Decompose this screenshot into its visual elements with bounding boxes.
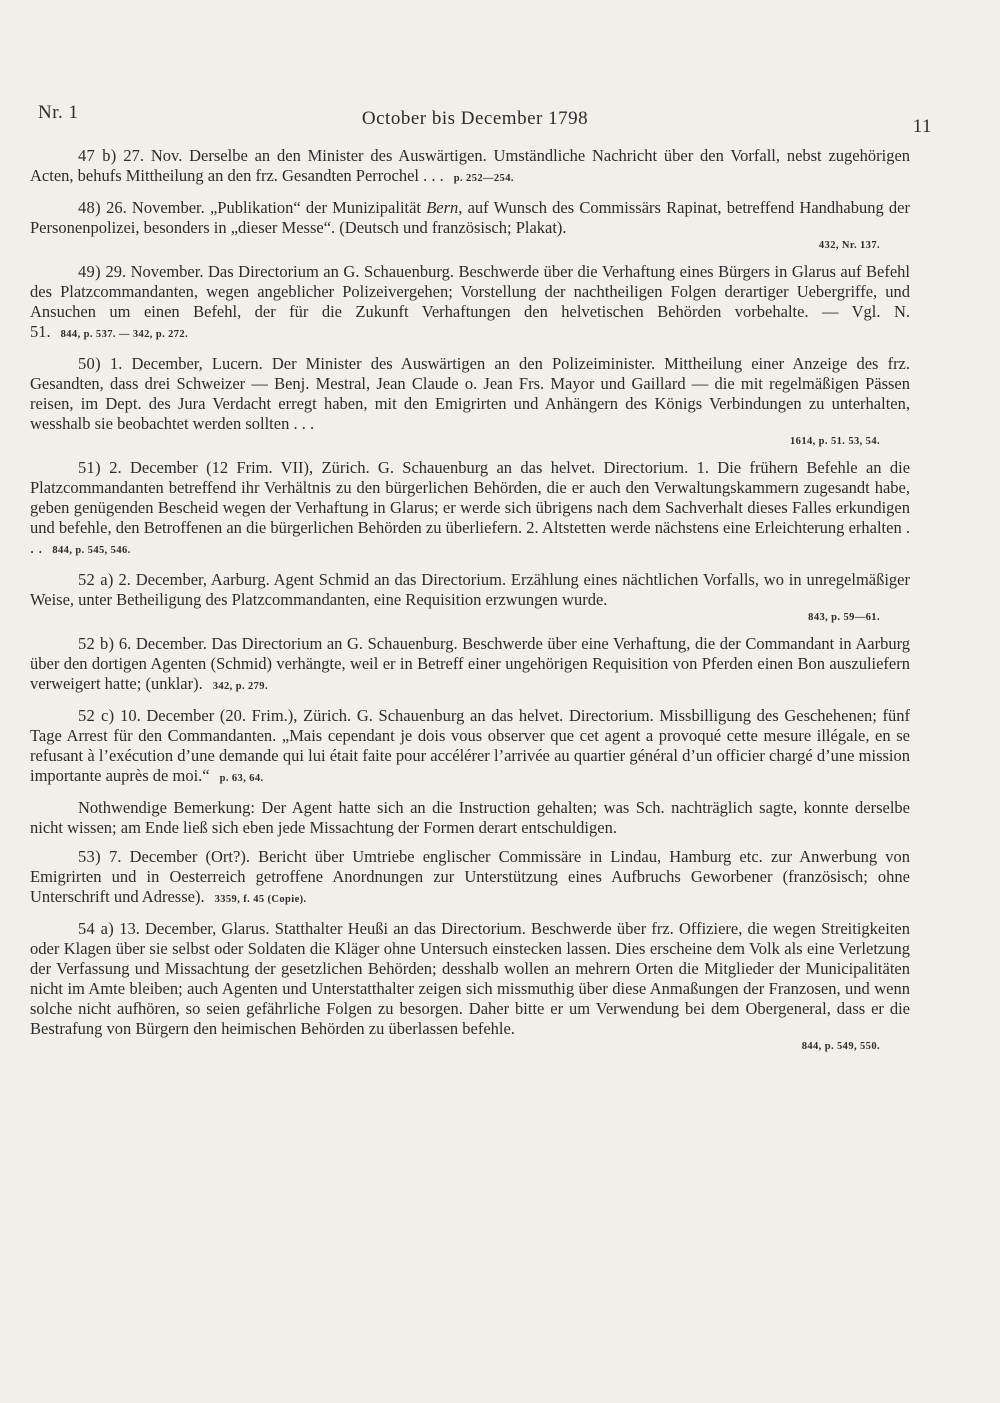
entry-number: 52 b) xyxy=(78,634,115,653)
entry-54a xyxy=(30,919,910,1054)
entry-text: 7. December (Ort?). Bericht über Umtriebe englischer Commissäre in Lindau, Hamburg etc. zur Anwerbung von Emigrirten und in Oesterreich getroffene Anordnungen zur Unterstützung eines Aufbruchs Geworbener (französisch; ohne Unterschrift und Adresse). xyxy=(30,847,911,906)
archive-reference: 844, p. 537. — 342, p. 272. xyxy=(60,329,189,340)
entry-number: 47 b) xyxy=(78,146,117,165)
archive-reference: 342, p. 279. xyxy=(212,681,268,692)
archive-reference: 844, p. 545, 546. xyxy=(52,545,131,556)
entry-50 xyxy=(30,354,910,449)
note-text: Nothwendige Bemerkung: Der Agent hatte sich an die Instruction gehalten; was Sch. nachträglich sagte, konnte derselbe nicht wissen; am Ende ließ sich eben jede Missachtung der Formen derart entschuldigen. xyxy=(30,798,910,837)
entry-51 xyxy=(30,458,910,561)
entry-number: 54 a) xyxy=(78,919,114,938)
entry-text: 29. November. Das Directorium an G. Schauenburg. Beschwerde über die Verhaftung eines Bürgers in Glarus auf Befehl des Platzcommandanten, wegen angeblicher Polizeivergehen; Vorstellung der nachtheiligen Folgen derartiger Uebergriffe, und Ansuchen um einen Befehl, der für die Zukunft Verhaftungen den helvetischen Behörden vorbehalte. — Vgl. N. 51. xyxy=(30,262,911,341)
archive-reference: p. 63, 64. xyxy=(219,773,264,784)
entry-text: 26. November. „Publikation“ der Munizipalität xyxy=(106,198,427,217)
entry-number: 49) xyxy=(78,262,101,281)
entry-number: 50) xyxy=(78,354,101,373)
entry-53 xyxy=(30,847,910,910)
entry-number: 53) xyxy=(78,847,101,866)
entry-text: 6. December. Das Directorium an G. Schauenburg. Beschwerde über eine Verhaftung, die der Commandant in Aarburg über den dortigen Agenten (Schmid) verhängte, weil er in Betreff einer ungehörigen Requisition von Pferden einen Bon auszuliefern verweigert hatte; (unklar). xyxy=(30,634,911,693)
entry-number: 51) xyxy=(78,458,101,477)
header-number: Nr. 1 xyxy=(38,102,79,123)
entry-text-cont: , auf Wunsch des Commissärs Rapinat, betreffend Handhabung der Personenpolizei, besonders in „dieser Messe“. (Deutsch und französisch; Plakat). xyxy=(30,198,910,237)
entry-number: 52 a) xyxy=(78,570,114,589)
entry-text: 2. December (12 Frim. VII), Zürich. G. Schauenburg an das helvet. Directorium. 1. Die frühern Befehle an die Platzcommandanten betreffend ihr Verhältnis zu den bürgerlichen Behörden, die er auch den Verwaltungskammern zugesandt habe, geben genügenden Bescheid wegen der Verhaftung in Glarus; er werde sich übrigens nach dem Sachverhalt dieses Falles erkundigen und befehle, den Betroffenen an die bürgerlichen Behörden zu überliefern. 2. Altstetten werde nächstens eine Erleichterung erhalten . . . xyxy=(30,458,911,557)
entry-52c xyxy=(30,706,910,789)
header-title: October bis December 1798 xyxy=(361,108,589,129)
entry-text: 27. Nov. Derselbe an den Minister des Auswärtigen. Umständliche Nachricht über den Vorfall, nebst zugehörigen Acten, behufs Mittheilung an den frz. Gesandten Perrochel . . . xyxy=(30,146,911,185)
editorial-note xyxy=(30,798,910,838)
entry-list xyxy=(30,146,910,1063)
entry-49 xyxy=(30,262,910,345)
archive-reference: 1614, p. 51. 53, 54. xyxy=(790,436,880,447)
archive-reference: 3359, f. 45 (Copie). xyxy=(214,894,307,905)
archive-reference: 432, Nr. 137. xyxy=(818,240,880,251)
entry-52b xyxy=(30,634,910,697)
entry-number: 48) xyxy=(78,198,101,217)
entry-place: Bern xyxy=(426,198,459,217)
entry-text: 1. December, Lucern. Der Minister des Auswärtigen an den Polizeiminister. Mittheilung einer Anzeige des frz. Gesandten, dass drei Schweizer — Benj. Mestral, Jean Claude o. Jean Frs. Mayor und Gaillard — die mit regelmäßigen Pässen reisen, im Dept. des Jura Verdacht erregt haben, mit den Emigrirten und Anhängern des Königs Verbindungen zu unterhalten, wesshalb sie beobachtet werden sollten . . . xyxy=(30,354,911,433)
entry-text: 13. December, Glarus. Statthalter Heußi an das Directorium. Beschwerde über frz. Offiziere, die wegen Streitigkeiten oder Klagen über sie selbst oder Soldaten die Kläger ohne Untersuch einstecken lassen. Dies erscheine dem Volk als eine Verletzung der Verfassung und Missachtung der gesetzlichen Behörden; desshalb wollen an mehrern Orten die Mitglieder der Municipalitäten nicht im Amte bleiben; auch Agenten und Unterstatthalter zeigen sich missmuthig über diese Anmaßungen der Franzosen, und wenn solche nicht aufhören, so seien gefährliche Folgen zu besorgen. Daher bitte er um Verwendung bei dem Obergeneral, dass er die Bestrafung von Bürgern den heimischen Behörden zu überlassen befehle. xyxy=(30,919,910,1038)
archive-reference: 844, p. 549, 550. xyxy=(801,1041,880,1052)
entry-number: 52 c) xyxy=(78,706,115,725)
page-number: 11 xyxy=(912,116,932,137)
entry-text: 10. December (20. Frim.), Zürich. G. Schauenburg an das helvet. Directorium. Missbilligung des Geschehenen; fünf Tage Arrest für den Commandanten. „Mais cependant je dois vous observer que cet agent a provoqué cette mesure illégale, en se refusant à l’exécution d’une demande qui lui était faite pour accélérer l’arrivée au quartier général d’un officier chargé d’une mission importante auprès de moi.“ xyxy=(30,706,910,785)
entry-text: 2. December, Aarburg. Agent Schmid an das Directorium. Erzählung eines nächtlichen Vorfalls, wo in unregelmäßiger Weise, unter Betheiligung des Platzcommandanten, eine Requisition erzwungen wurde. xyxy=(30,570,911,609)
archive-reference: p. 252—254. xyxy=(453,173,514,184)
entry-48 xyxy=(30,198,910,253)
page-header xyxy=(38,102,932,137)
entry-47b xyxy=(30,146,910,189)
archive-reference: 843, p. 59—61. xyxy=(808,612,880,623)
entry-52a xyxy=(30,570,910,625)
